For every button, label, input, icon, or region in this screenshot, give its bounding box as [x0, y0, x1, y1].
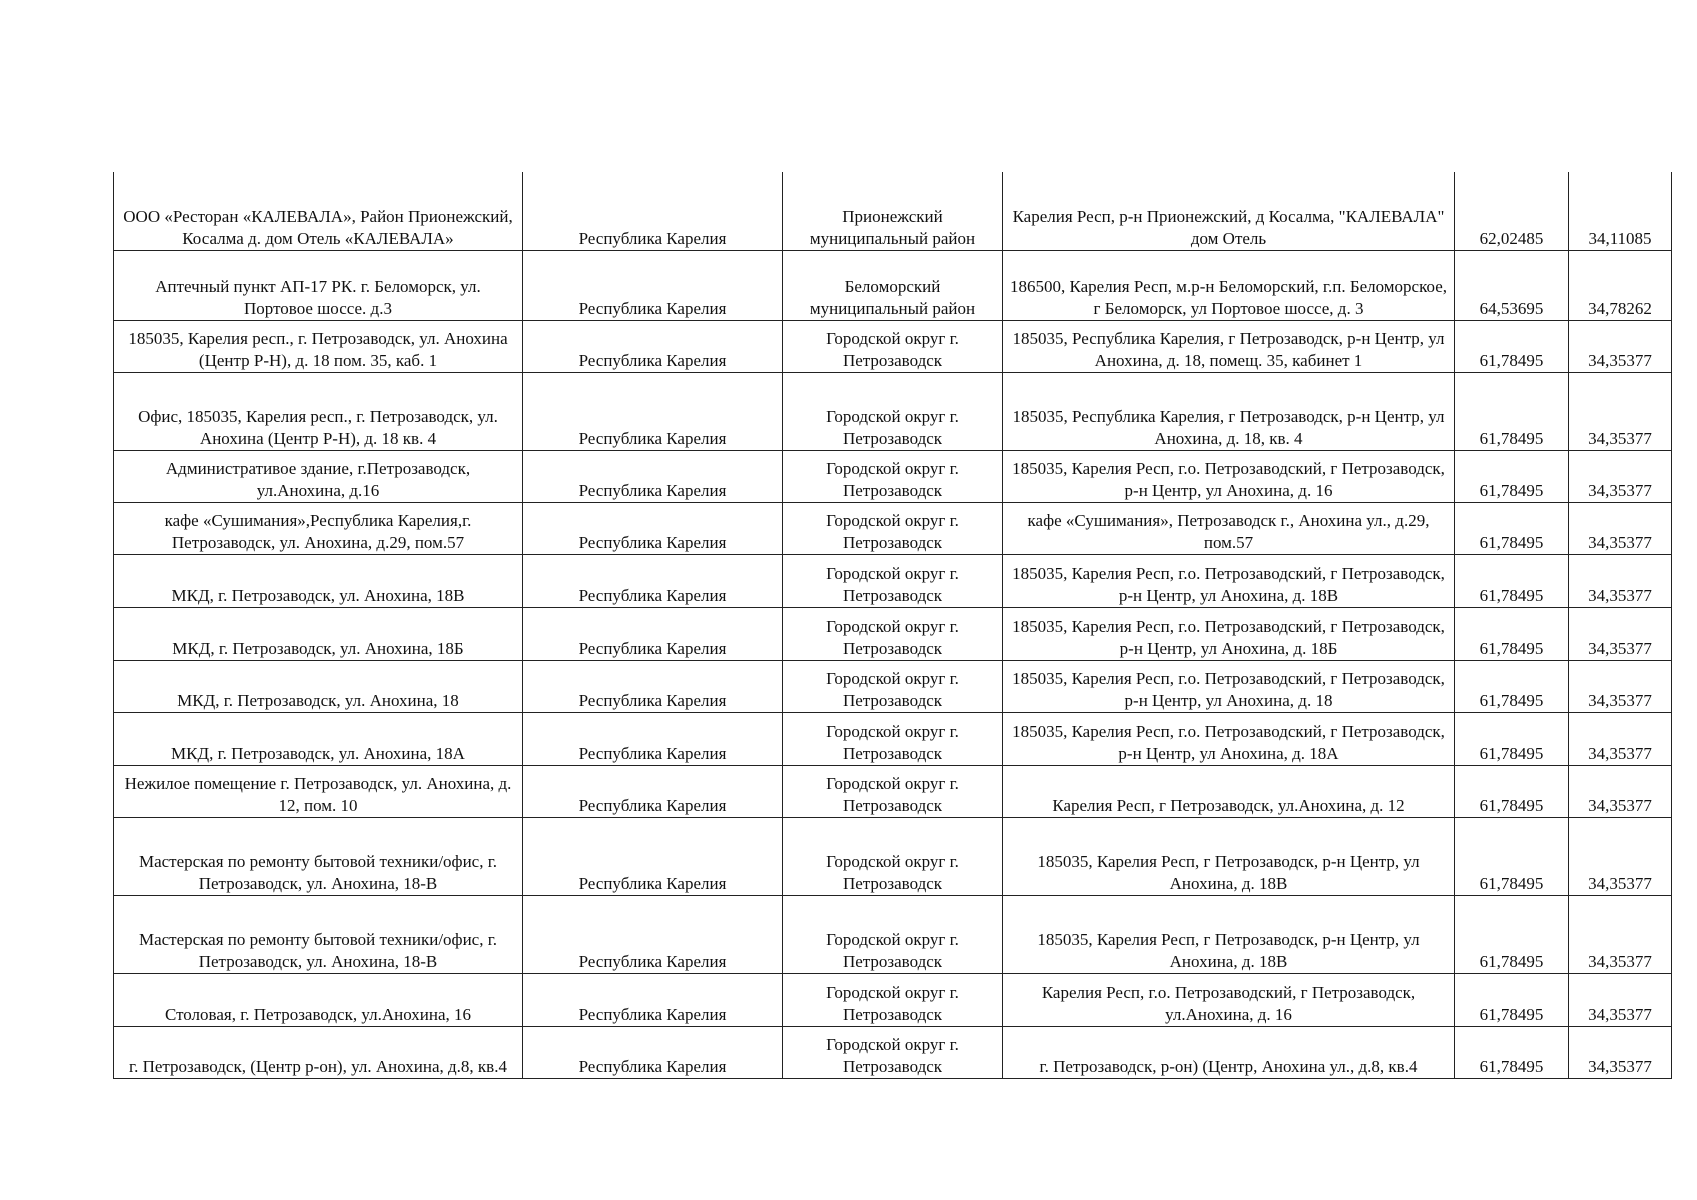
table-row: [114, 554, 1672, 607]
latitude-cell: 61,78495: [1455, 502, 1569, 554]
longitude-cell: 34,35377: [1569, 973, 1672, 1026]
district-cell: Городской округ г. Петрозаводск: [783, 554, 1003, 607]
address-cell: 185035, Республика Карелия, г Петрозаводск, р-н Центр, ул Анохина, д. 18, кв. 4: [1003, 372, 1455, 450]
address-cell: 185035, Карелия Респ, г Петрозаводск, р-н Центр, ул Анохина, д. 18В: [1003, 817, 1455, 895]
object-name-cell: Мастерская по ремонту бытовой техники/офис, г. Петрозаводск, ул. Анохина, 18-В: [114, 895, 523, 973]
latitude-cell: 61,78495: [1455, 554, 1569, 607]
district-cell: Городской округ г. Петрозаводск: [783, 320, 1003, 372]
longitude-cell: 34,35377: [1569, 320, 1672, 372]
latitude-cell: 64,53695: [1455, 250, 1569, 320]
address-cell: кафе «Сушимания», Петрозаводск г., Анохина ул., д.29, пом.57: [1003, 502, 1455, 554]
table-row: [114, 973, 1672, 1026]
address-cell: 185035, Карелия Респ, г Петрозаводск, р-н Центр, ул Анохина, д. 18В: [1003, 895, 1455, 973]
latitude-cell: 61,78495: [1455, 320, 1569, 372]
table-row: [114, 895, 1672, 973]
district-cell: Беломорский муниципальный район: [783, 250, 1003, 320]
object-name-cell: Мастерская по ремонту бытовой техники/офис, г. Петрозаводск, ул. Анохина, 18-В: [114, 817, 523, 895]
region-cell: Республика Карелия: [523, 320, 783, 372]
region-cell: Республика Карелия: [523, 895, 783, 973]
object-name-cell: МКД, г. Петрозаводск, ул. Анохина, 18Б: [114, 607, 523, 660]
district-cell: Городской округ г. Петрозаводск: [783, 973, 1003, 1026]
longitude-cell: 34,35377: [1569, 660, 1672, 712]
document-page: [113, 172, 1671, 1079]
table-row: [114, 660, 1672, 712]
address-cell: 185035, Карелия Респ, г.о. Петрозаводский, г Петрозаводск, р-н Центр, ул Анохина, д. 18Б: [1003, 607, 1455, 660]
latitude-cell: 61,78495: [1455, 1026, 1569, 1078]
latitude-cell: 61,78495: [1455, 607, 1569, 660]
district-cell: Городской округ г. Петрозаводск: [783, 450, 1003, 502]
address-cell: Карелия Респ, г Петрозаводск, ул.Анохина, д. 12: [1003, 765, 1455, 817]
latitude-cell: 61,78495: [1455, 660, 1569, 712]
address-cell: 185035, Республика Карелия, г Петрозаводск, р-н Центр, ул Анохина, д. 18, помещ. 35, кабинет 1: [1003, 320, 1455, 372]
object-name-cell: Аптечный пункт АП-17 РК. г. Беломорск, ул. Портовое шоссе. д.3: [114, 250, 523, 320]
table-row: [114, 607, 1672, 660]
table-row: [114, 817, 1672, 895]
longitude-cell: 34,35377: [1569, 895, 1672, 973]
longitude-cell: 34,35377: [1569, 1026, 1672, 1078]
table-row: [114, 712, 1672, 765]
address-cell: 185035, Карелия Респ, г.о. Петрозаводский, г Петрозаводск, р-н Центр, ул Анохина, д. 18В: [1003, 554, 1455, 607]
object-name-cell: МКД, г. Петрозаводск, ул. Анохина, 18А: [114, 712, 523, 765]
district-cell: Городской округ г. Петрозаводск: [783, 502, 1003, 554]
region-cell: Республика Карелия: [523, 502, 783, 554]
district-cell: Прионежский муниципальный район: [783, 172, 1003, 250]
object-name-cell: ООО «Ресторан «КАЛЕВАЛА», Район Прионежский, Косалма д. дом Отель «КАЛЕВАЛА»: [114, 172, 523, 250]
region-cell: Республика Карелия: [523, 250, 783, 320]
object-name-cell: г. Петрозаводск, (Центр р-он), ул. Анохина, д.8, кв.4: [114, 1026, 523, 1078]
region-cell: Республика Карелия: [523, 765, 783, 817]
address-cell: 186500, Карелия Респ, м.р-н Беломорский, г.п. Беломорское, г Беломорск, ул Портовое шоссе, д. 3: [1003, 250, 1455, 320]
district-cell: Городской округ г. Петрозаводск: [783, 1026, 1003, 1078]
address-cell: 185035, Карелия Респ, г.о. Петрозаводский, г Петрозаводск, р-н Центр, ул Анохина, д. 18А: [1003, 712, 1455, 765]
object-name-cell: Административое здание, г.Петрозаводск, ул.Анохина, д.16: [114, 450, 523, 502]
region-cell: Республика Карелия: [523, 554, 783, 607]
region-cell: Республика Карелия: [523, 1026, 783, 1078]
longitude-cell: 34,35377: [1569, 817, 1672, 895]
longitude-cell: 34,35377: [1569, 554, 1672, 607]
region-cell: Республика Карелия: [523, 372, 783, 450]
object-name-cell: МКД, г. Петрозаводск, ул. Анохина, 18: [114, 660, 523, 712]
table-row: [114, 502, 1672, 554]
longitude-cell: 34,11085: [1569, 172, 1672, 250]
latitude-cell: 61,78495: [1455, 895, 1569, 973]
table-row: [114, 250, 1672, 320]
table-row: [114, 172, 1672, 250]
district-cell: Городской округ г. Петрозаводск: [783, 712, 1003, 765]
region-cell: Республика Карелия: [523, 607, 783, 660]
object-name-cell: 185035, Карелия респ., г. Петрозаводск, ул. Анохина (Центр Р-Н), д. 18 пом. 35, каб. 1: [114, 320, 523, 372]
district-cell: Городской округ г. Петрозаводск: [783, 607, 1003, 660]
region-cell: Республика Карелия: [523, 172, 783, 250]
longitude-cell: 34,78262: [1569, 250, 1672, 320]
table-row: [114, 1026, 1672, 1078]
table-body: [114, 172, 1672, 1078]
longitude-cell: 34,35377: [1569, 502, 1672, 554]
longitude-cell: 34,35377: [1569, 712, 1672, 765]
object-name-cell: Офис, 185035, Карелия респ., г. Петрозаводск, ул. Анохина (Центр Р-Н), д. 18 кв. 4: [114, 372, 523, 450]
object-name-cell: Столовая, г. Петрозаводск, ул.Анохина, 16: [114, 973, 523, 1026]
district-cell: Городской округ г. Петрозаводск: [783, 660, 1003, 712]
table-row: [114, 450, 1672, 502]
latitude-cell: 61,78495: [1455, 372, 1569, 450]
district-cell: Городской округ г. Петрозаводск: [783, 895, 1003, 973]
latitude-cell: 62,02485: [1455, 172, 1569, 250]
district-cell: Городской округ г. Петрозаводск: [783, 817, 1003, 895]
latitude-cell: 61,78495: [1455, 973, 1569, 1026]
table-row: [114, 765, 1672, 817]
region-cell: Республика Карелия: [523, 660, 783, 712]
object-name-cell: Нежилое помещение г. Петрозаводск, ул. Анохина, д. 12, пом. 10: [114, 765, 523, 817]
object-name-cell: МКД, г. Петрозаводск, ул. Анохина, 18В: [114, 554, 523, 607]
latitude-cell: 61,78495: [1455, 450, 1569, 502]
region-cell: Республика Карелия: [523, 973, 783, 1026]
address-cell: г. Петрозаводск, р-он) (Центр, Анохина ул., д.8, кв.4: [1003, 1026, 1455, 1078]
latitude-cell: 61,78495: [1455, 817, 1569, 895]
longitude-cell: 34,35377: [1569, 765, 1672, 817]
organizations-table: [113, 172, 1672, 1079]
object-name-cell: кафе «Сушимания»,Республика Карелия,г. Петрозаводск, ул. Анохина, д.29, пом.57: [114, 502, 523, 554]
address-cell: 185035, Карелия Респ, г.о. Петрозаводский, г Петрозаводск, р-н Центр, ул Анохина, д. 18: [1003, 660, 1455, 712]
district-cell: Городской округ г. Петрозаводск: [783, 372, 1003, 450]
table-row: [114, 320, 1672, 372]
latitude-cell: 61,78495: [1455, 712, 1569, 765]
table-row: [114, 372, 1672, 450]
district-cell: Городской округ г. Петрозаводск: [783, 765, 1003, 817]
longitude-cell: 34,35377: [1569, 450, 1672, 502]
address-cell: 185035, Карелия Респ, г.о. Петрозаводский, г Петрозаводск, р-н Центр, ул Анохина, д. 16: [1003, 450, 1455, 502]
longitude-cell: 34,35377: [1569, 607, 1672, 660]
region-cell: Республика Карелия: [523, 817, 783, 895]
region-cell: Республика Карелия: [523, 450, 783, 502]
longitude-cell: 34,35377: [1569, 372, 1672, 450]
region-cell: Республика Карелия: [523, 712, 783, 765]
latitude-cell: 61,78495: [1455, 765, 1569, 817]
address-cell: Карелия Респ, г.о. Петрозаводский, г Петрозаводск, ул.Анохина, д. 16: [1003, 973, 1455, 1026]
address-cell: Карелия Респ, р-н Прионежский, д Косалма, "КАЛЕВАЛА" дом Отель: [1003, 172, 1455, 250]
